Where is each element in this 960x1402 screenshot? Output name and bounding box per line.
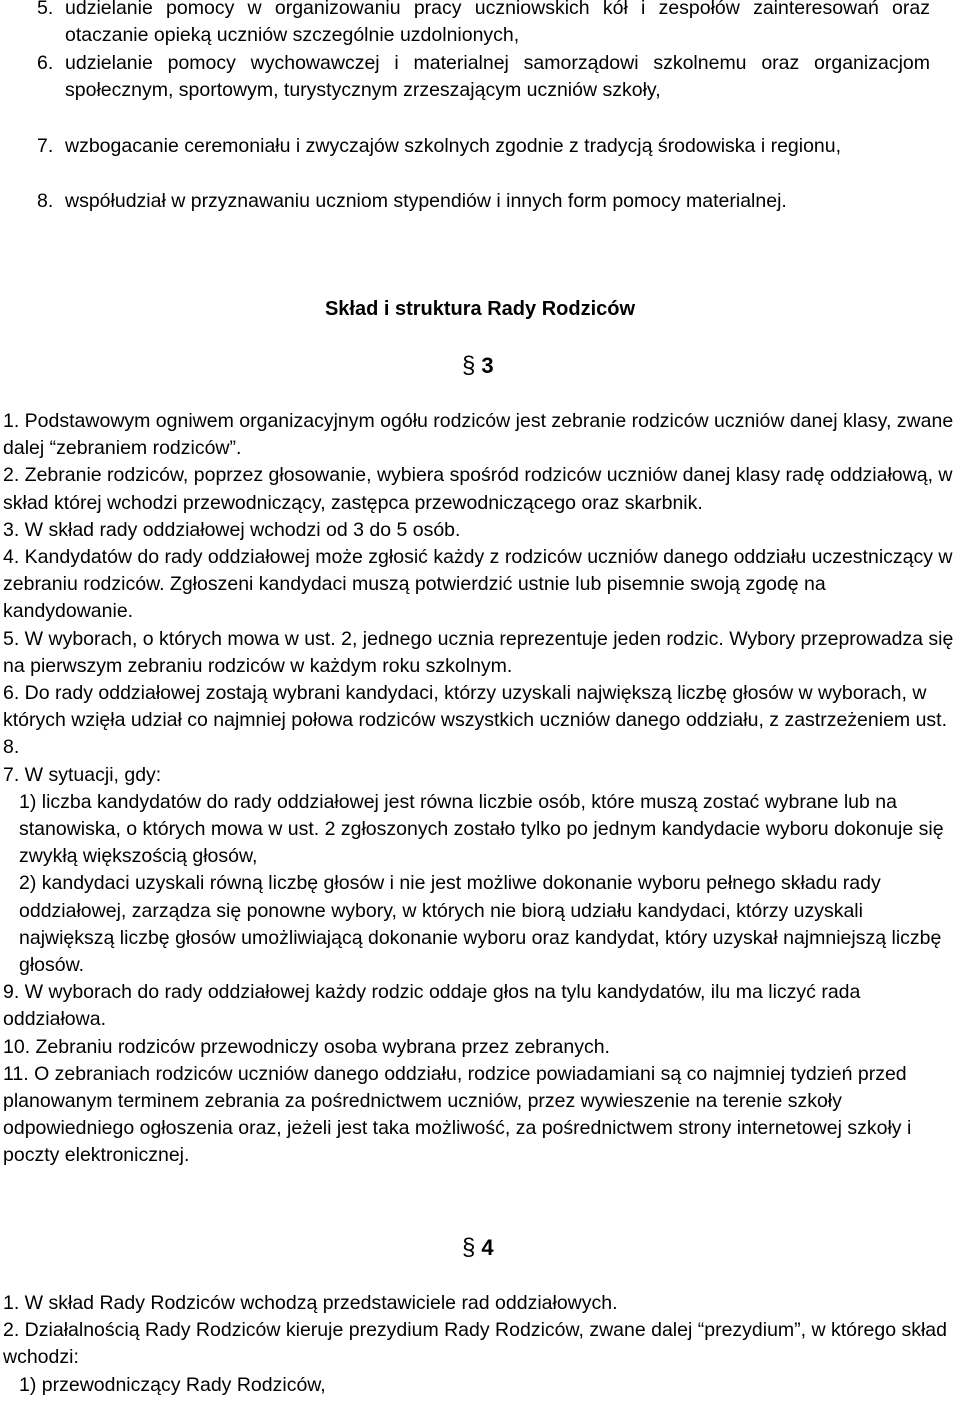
section-number-label: 4 xyxy=(481,1235,494,1260)
paragraph: 11. O zebraniach rodziców uczniów danego oddziału, rodzice powiadamiani są co najmniej tydzień przed planowanym terminem zebrania za pośrednictwem uczniów, przez wywieszenie na terenie szkoły odpowiedniego ogłoszenia oraz, jeżeli jest taka możliwość, za pośrednictwem strony internetowej szkoły i poczty elektronicznej. xyxy=(3,1062,912,1167)
section-number-4 xyxy=(462,1234,494,1262)
paragraph: 6. Do rady oddziałowej zostają wybrani kandydaci, którzy uzyskali największą liczbę głosów w wyborach, w których wzięła udział co najmniej połowa rodziców wszystkich uczniów danego oddziału, z zastrzeżeniem ust. 8. xyxy=(3,682,948,759)
section-3-body xyxy=(3,408,958,1170)
section-number-label: 3 xyxy=(481,353,494,378)
paragraph: 10. Zebraniu rodziców przewodniczy osoba wybrana przez zebranych. xyxy=(3,1035,610,1058)
paragraph-sign-icon: § xyxy=(462,1234,476,1261)
list-item xyxy=(0,0,930,49)
list-item-number: 6. xyxy=(37,52,54,74)
section-number-3 xyxy=(462,352,494,380)
paragraph-sign-icon: § xyxy=(462,352,476,379)
list-item-text: wzbogacanie ceremoniału i zwyczajów szkolnych zgodnie z tradycją środowiska i regionu, xyxy=(65,135,842,157)
list-item xyxy=(0,50,930,104)
section-4-body xyxy=(3,1290,958,1399)
paragraph: 2. Zebranie rodziców, poprzez głosowanie, wybiera spośród rodziców uczniów danej klasy radę oddziałową, w skład której wchodzi przewodniczący, zastępca przewodniczącego oraz skarbnik. xyxy=(3,464,953,514)
list-item-number: 7. xyxy=(37,135,54,157)
sub-paragraph: 2) kandydaci uzyskali równą liczbę głosów i nie jest możliwe dokonanie wyboru pełnego składu rady oddziałowej, zarządza się ponowne wybory, w których nie biorą udziału kandydaci, którzy uzyskali największą liczbę głosów umożliwiającą dokonanie wyboru oraz kandydat, który uzyskał najmniejszą liczbę głosów. xyxy=(19,872,942,977)
paragraph: 3. W skład rady oddziałowej wchodzi od 3 do 5 osób. xyxy=(3,518,461,541)
list-item-number: 8. xyxy=(37,190,54,212)
paragraph: 1. W skład Rady Rodziców wchodzą przedstawiciele rad oddziałowych. xyxy=(3,1292,618,1314)
paragraph: 5. W wyborach, o których mowa w ust. 2, jednego ucznia reprezentuje jeden rodzic. Wybory przeprowadza się na pierwszym zebraniu rodziców w każdym roku szkolnym. xyxy=(3,627,954,677)
list-item xyxy=(0,188,930,215)
list-item xyxy=(0,133,930,160)
sub-paragraph: 1) przewodniczący Rady Rodziców, xyxy=(19,1373,326,1396)
paragraph: 7. W sytuacji, gdy: xyxy=(3,763,162,786)
paragraph: 9. W wyborach do rady oddziałowej każdy rodzic oddaje głos na tylu kandydatów, ilu ma liczyć rada oddziałowa. xyxy=(3,981,861,1031)
sub-paragraph: 1) liczba kandydatów do rady oddziałowej jest równa liczbie osób, które muszą zostać wybrane lub na stanowiska, o których mowa w ust. 2 zgłoszonych zostało tylko po jednym kandydacie wyboru dokonuje się zwykłą większością głosów, xyxy=(19,790,944,868)
paragraph: 1. Podstawowym ogniwem organizacyjnym ogółu rodziców jest zebranie rodziców uczniów danej klasy, zwane dalej “zebraniem rodziców”. xyxy=(3,410,954,460)
list-item-number: 5. xyxy=(37,0,54,19)
paragraph: 2. Działalnością Rady Rodziców kieruje prezydium Rady Rodziców, zwane dalej “prezydium”, w którego skład wchodzi: xyxy=(3,1319,947,1369)
paragraph: 4. Kandydatów do rady oddziałowej może zgłosić każdy z rodziców uczniów danego oddziału uczestniczący w zebraniu rodziców. Zgłoszeni kandydaci muszą potwierdzić ustnie lub pisemnie swoją zgodę na kandydowanie. xyxy=(3,546,953,623)
section-heading: Skład i struktura Rady Rodziców xyxy=(324,298,636,320)
list-item-text: współudział w przyznawaniu uczniom stypendiów i innych form pomocy materialnej. xyxy=(65,190,787,212)
list-item-text: udzielanie pomocy wychowawczej i materialnej samorządowi szkolnemu oraz organizacjom społecznym, sportowym, turystycznym zrzeszającym uczniów szkoły, xyxy=(65,52,930,101)
list-item-text: udzielanie pomocy w organizowaniu pracy uczniowskich kół i zespołów zainteresowań oraz otaczanie opieką uczniów szczególnie uzdolnionych, xyxy=(65,0,930,46)
